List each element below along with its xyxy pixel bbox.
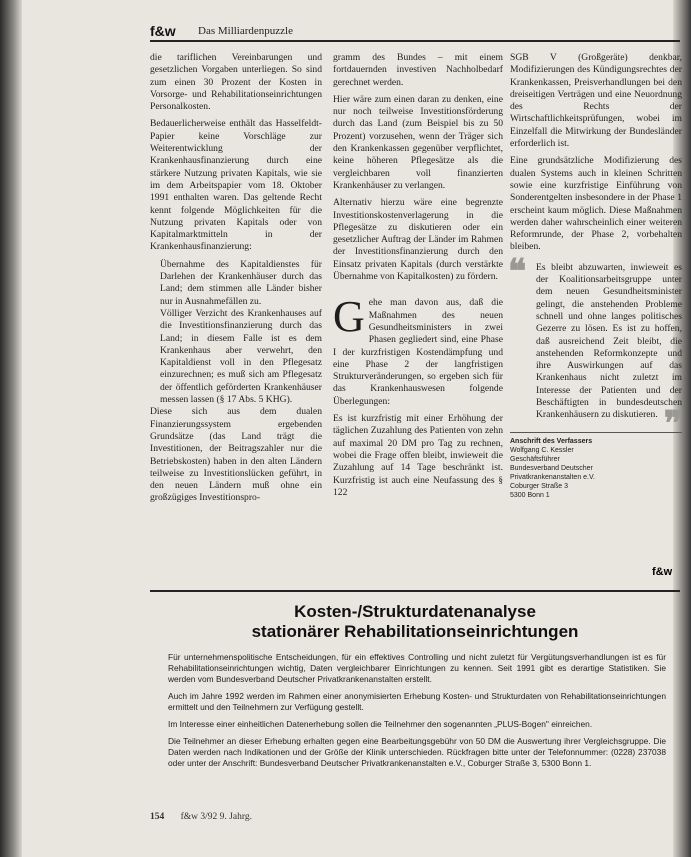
- ad-paragraph: Die Teilnehmer an dieser Erhebung erhalten gegen eine Bearbeitungsgebühr von 50 DM die Auswertung ihrer Vergleichsgruppe. Die Daten werden nach Indikationen und der Größe der Klinik unterschieden. Rückfragen bitte unter der Telefonnummer: (0228) 237038 oder unter der Anschrift: Bundesverband Deutscher Privatkrankenanstalten e.V., Coburger Straße 3, 5300 Bonn 1.: [168, 736, 666, 768]
- pull-quote-text: Es bleibt abzuwarten, inwieweit es der Koalitionsarbeitsgruppe unter dem neuen Gesundheitsminister gelingt, die anstehenden Probleme schnell und ohne langes politisches Gezerre zu lösen. Es ist zu hoffen, daß ausreichend Zeit bleibt, die anstehenden Reformkonzepte und ihre Auswirkungen auf das Krankenhaus nicht zuletzt im Interesse der Patienten und der Beschäftigten in bundesdeutschen Krankenhäusern zu diskutieren.: [536, 261, 682, 421]
- author-line: Bundesverband Deutscher: [510, 464, 593, 472]
- author-heading: Anschrift des Verfassers: [510, 437, 593, 445]
- ad-paragraph: Für unternehmenspolitische Entscheidungen, für ein effektives Controlling und nicht zuletzt für Vergütungsverhandlungen ist es für Rehabilitationseinrichtungen wichtig, Daten vergleichbarer Einrichtungen zu kennen. Seit 1991 gibt es derartige Statistiken. Sie werden vom Bundesverband Deutscher Privatkrankenanstalten erstellt.: [168, 652, 666, 684]
- author-line: Coburger Straße 3: [510, 482, 568, 490]
- paragraph: Bedauerlicherweise enthält das Hasselfeldt-Papier keine Vorschläge zur Weiterentwicklung der Krankenhausfinanzierung durch eine stärkere Nutzung privaten Kapitals, wie sie im dem Arbeitspapier vom 18. Oktober 1991 enthalten waren. Das geltende Recht kennt folgende Möglichkeiten für die Nutzung privaten Kapitals oder von Kapitalmarktmitteln in der Krankenhausfinanzierung:: [150, 118, 322, 253]
- running-header: [150, 22, 680, 42]
- page-number: 154: [150, 812, 165, 822]
- running-header-title: Das Milliardenpuzzle: [198, 25, 293, 37]
- ad-title: Kosten-/Strukturdatenanalyse: [294, 602, 536, 621]
- bullet-list: [150, 259, 322, 407]
- end-mark-logo: f&w: [652, 566, 673, 578]
- paragraph-text: ehe man davon aus, daß die Maßnahmen des neuen Gesundheitsministers in zwei Phasen gegliedert sind, eine Phase I der kurzfristigen Kostendämpfung und eine Phase 2 der langfristigen Strukturveränderungen, so ergeben sich für das Krankenhauswesen folgende Überlegungen:: [333, 297, 503, 407]
- list-item: Völliger Verzicht des Krankenhauses auf die Investitionsfinanzierung durch das Land; in diesem Falle ist es dem Krankenhaus aber verwehrt, den Kapitaldienst voll in den Pflegesatz einzurechnen; es muß sich am Pflegesatz der öffentlich geförderten Krankenhäuser messen lassen (§ 17 Abs. 5 KHG).: [160, 307, 322, 406]
- journal-logo: f&w: [150, 23, 176, 39]
- text-column-2: [333, 52, 503, 504]
- paragraph: Eine grundsätzliche Modifizierung des dualen Systems auch in kleinen Schritten sowie eine kurzfristige Einführung von Sonderentgelten insbesondere in der Phase 1 erscheint kaum möglich. Diese Maßnahmen werden daher wahrscheinlich einer weiteren Reformrunde, der Phase 2, vorbehalten bleiben.: [510, 155, 682, 253]
- page-footer: [150, 812, 252, 822]
- footer-text: f&w 3/92 9. Jahrg.: [180, 812, 252, 822]
- quote-close-icon: ❞: [663, 405, 682, 443]
- author-line: Geschäftsführer: [510, 455, 560, 463]
- advertisement-box: [150, 590, 680, 800]
- author-line: Privatkrankenanstalten e.V.: [510, 473, 595, 481]
- paragraph-with-dropcap: [333, 292, 503, 408]
- paragraph: Alternativ hierzu wäre eine begrenzte Investitionskostenverlagerung in die Pflegesätze zu diskutieren oder ein gesetzlicher Auftrag der Länder im Rahmen der Investitionsfinanzierung durch den Einsatz privaten Kapitals (durch verstärkte Übernahme von Kapitalkosten) zu fördern.: [333, 197, 503, 283]
- paragraph: die tariflichen Vereinbarungen und gesetzlichen Vorgaben unterliegen. So sind zum einen 30 Prozent der Kosten in Vorsorge- und Rehabilitationseinrichtungen Personalkosten.: [150, 52, 322, 113]
- ad-paragraph: Im Interesse einer einheitlichen Datenerhebung sollen die Teilnehmer den sogenannten „PLUS-Bogen" einreichen.: [168, 719, 593, 729]
- ad-paragraph: Auch im Jahre 1992 werden im Rahmen einer anonymisierten Erhebung Kosten- und Strukturdaten von Rehabilitationseinrichtungen ermittelt und den Teilnehmern zur Verfügung gestellt.: [168, 691, 666, 712]
- paragraph: Diese sich aus dem dualen Finanzierungssystem ergebenden Grundsätze (das Land trägt die Investitionen, der Beitragszahler nur die Betriebskosten) haben in den alten Ländern teilweise zu Investitionslücken geführt, in den neuen Ländern muß ohne ein großzügiges Investitionspro-: [150, 406, 322, 504]
- paragraph: Hier wäre zum einen daran zu denken, eine nur noch teilweise Investitionsförderung durch das Land (zum Beispiel bis zu 50 Prozent) vorzusehen, wenn der Träger sich den Krankenkassen gegenüber verpflichtet, keine höheren Pflegesätze als die vergleichbaren voll finanzierten Krankenhäuser zu verlangen.: [333, 93, 503, 191]
- author-address: [510, 432, 682, 500]
- author-line: 5300 Bonn 1: [510, 491, 550, 499]
- paragraph: Es ist kurzfristig mit einer Erhöhung der täglichen Zuzahlung des Patienten von zehn auf maximal 20 DM pro Tag zu rechnen, wobei die Frage offen bleibt, inwieweit die Zuzahlung auf 14 Tage beschränkt ist. Kurzfristig ist auch eine Neufassung des § 122: [333, 413, 503, 498]
- quote-open-icon: ❝: [508, 253, 527, 291]
- binding-shadow-left: [0, 0, 22, 857]
- paragraph: gramm des Bundes – mit einem fortdauernden investiven Nachholbedarf gerechnet werden.: [333, 52, 503, 88]
- drop-cap: G: [333, 292, 365, 342]
- list-item: Übernahme des Kapitaldienstes für Darlehen der Krankenhäuser durch das Land; dem stimmen alle Länder bisher nur in Ausnahmefällen zu.: [160, 258, 322, 307]
- text-column-1: [150, 52, 322, 510]
- ad-subtitle: stationärer Rehabilitationseinrichtungen: [251, 622, 579, 641]
- author-line: Wolfgang C. Kessler: [510, 446, 574, 454]
- paragraph: SGB V (Großgeräte) denkbar, Modifizierungen des Kündigungsrechtes der Krankenkassen, Preisverhandlungen bei den dreiseitigen Verträgen und eine Neuordnung des Rechts der Wirtschaftlichkeitsprüfungen, wobei im Einzelfall die Mitwirkung der Bundesländer erforderlich ist.: [510, 52, 682, 150]
- text-column-3: [510, 52, 682, 500]
